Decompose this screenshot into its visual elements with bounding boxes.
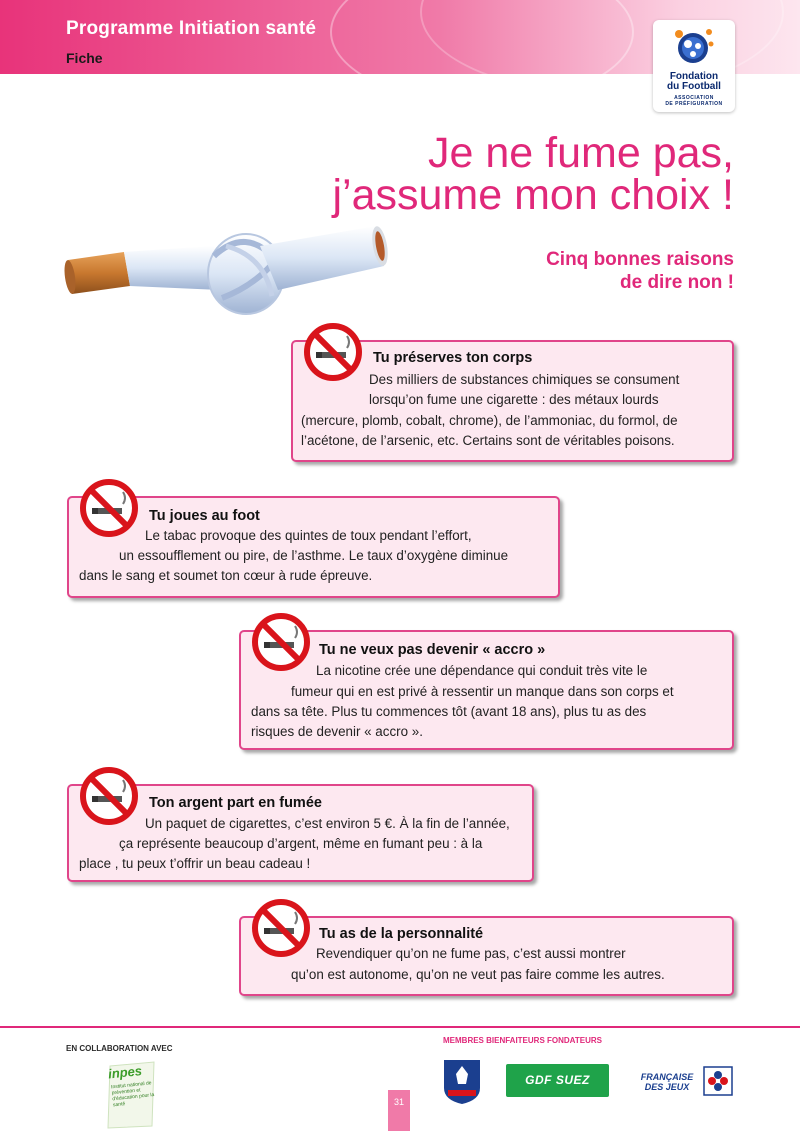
programme-title: Programme Initiation santé (66, 18, 317, 39)
page-subtitle (546, 248, 734, 294)
no-smoking-icon (79, 478, 139, 538)
inpes-logo-subtext: Institut national de prévention et d'éducation pour la santé (110, 1080, 155, 1109)
logo-sub-line2: DE PRÉFIGURATION (665, 101, 723, 107)
football-globe-icon (671, 24, 717, 70)
page-title-line1: Je ne fume pas, (428, 129, 734, 177)
page-subtitle-line1: Cinq bonnes raisons (546, 249, 734, 270)
no-smoking-icon (251, 898, 311, 958)
reason-card-2 (67, 496, 560, 598)
footer-divider (0, 1026, 800, 1028)
fff-logo (440, 1056, 484, 1106)
fdj-logo-line2: DES JEUX (644, 1082, 690, 1092)
no-smoking-icon (251, 612, 311, 672)
card-text-line: dans le sang et soumet ton cœur à rude épreuve. (79, 568, 373, 583)
card-text-line: place , tu peux t’offrir un beau cadeau ! (79, 856, 311, 871)
no-smoking-icon (79, 766, 139, 826)
gdf-suez-logo-text: GDF SUEZ (525, 1073, 590, 1087)
fdj-clover-icon (703, 1066, 733, 1096)
logo-subtitle (653, 95, 735, 107)
card-title: Tu joues au foot (149, 508, 260, 524)
card-text-line: risques de devenir « accro ». (251, 724, 423, 739)
card-title: Tu as de la personnalité (319, 926, 484, 942)
card-title: Tu ne veux pas devenir « accro » (319, 642, 546, 658)
collaboration-label: EN COLLABORATION AVEC (66, 1044, 173, 1053)
reason-card-4 (67, 784, 534, 882)
knotted-cigarette-illustration (64, 216, 404, 336)
card-title: Ton argent part en fumée (149, 795, 322, 811)
page-number: 31 (393, 1097, 404, 1107)
page-subtitle-line2: de dire non ! (620, 272, 734, 293)
card-text-line: dans sa tête. Plus tu commences tôt (avant 18 ans), plus tu as des (251, 704, 647, 719)
card-text-line: Un paquet de cigarettes, c’est environ 5 €. À la fin de l’année, (145, 816, 510, 831)
card-text-line: Des milliers de substances chimiques se consument (369, 372, 680, 387)
card-text-line: (mercure, plomb, cobalt, chrome), de l’ammoniac, du formol, de (301, 413, 678, 428)
logo-name-line1: Fondation (669, 71, 719, 82)
inpes-logo-text: inpes (107, 1062, 143, 1082)
page-title (332, 129, 735, 219)
card-text-line: fumeur qui en est privé à ressentir un manque dans son corps et (291, 684, 674, 699)
card-text-line: La nicotine crée une dépendance qui conduit très vite le (316, 663, 648, 678)
card-title: Tu préserves ton corps (373, 350, 533, 366)
fdj-logo-line1: FRANÇAISE (640, 1072, 694, 1082)
card-text-line: l’acétone, de l’arsenic, etc. Certains sont de véritables poisons. (301, 433, 675, 448)
logo-name-line2: du Football (667, 81, 721, 92)
reason-card-1 (291, 340, 734, 462)
card-text-line: lorsqu’on fume une cigarette : des métaux lourds (369, 392, 659, 407)
fiche-label: Fiche (66, 50, 103, 66)
card-text-line: ça représente beaucoup d’argent, même en fumant peu : à la (119, 836, 483, 851)
card-text-line: un essoufflement ou pire, de l’asthme. Le taux d’oxygène diminue (119, 548, 509, 563)
no-smoking-icon (303, 322, 363, 382)
card-text-line: Revendiquer qu’on ne fume pas, c’est aussi montrer (316, 946, 626, 961)
card-text-line: Le tabac provoque des quintes de toux pendant l’effort, (145, 528, 472, 543)
page-title-line2: j’assume mon choix ! (332, 171, 734, 219)
reason-card-3 (239, 630, 734, 750)
logo-sub-line1: ASSOCIATION (674, 95, 714, 101)
logo-name (653, 72, 735, 92)
card-text-line: qu’on est autonome, qu’on ne veut pas faire comme les autres. (291, 967, 665, 982)
reason-card-5 (239, 916, 734, 996)
fondation-logo (653, 20, 735, 112)
members-label: MEMBRES BIENFAITEURS FONDATEURS (443, 1036, 602, 1045)
fdj-logo-text (632, 1072, 702, 1092)
